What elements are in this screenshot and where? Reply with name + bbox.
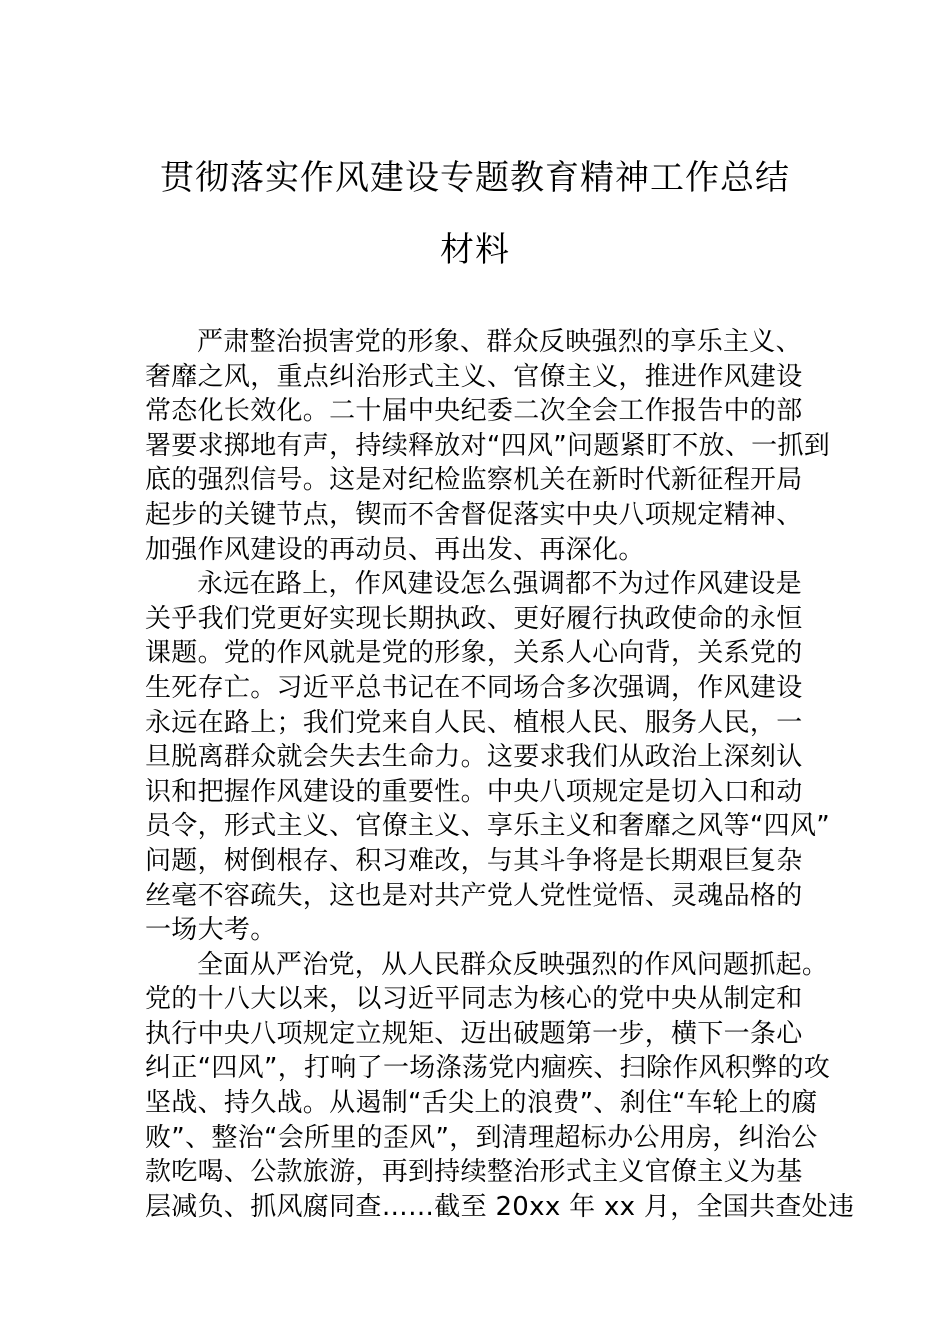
text-line: 问题，树倒根存、积习难改，与其斗争将是长期艰巨复杂 — [145, 845, 803, 876]
text-line: 识和把握作风建设的重要性。中央八项规定是切入口和动 — [145, 776, 803, 807]
text-line: 丝毫不容疏失，这也是对共产党人党性觉悟、灵魂品格的 — [145, 880, 803, 911]
text-line: 执行中央八项规定立规矩、迈出破题第一步，横下一条心 — [145, 1018, 803, 1049]
text-line: 加强作风建设的再动员、再出发、再深化。 — [145, 534, 645, 565]
text-line: 坚战、持久战。从遏制“舌尖上的浪费”、刹住“车轮上的腐 — [145, 1088, 818, 1119]
text-line: 署要求掷地有声，持续释放对“四风”问题紧盯不放、一抓到 — [145, 430, 831, 461]
text-line: 关乎我们党更好实现长期执政、更好履行执政使命的永恒 — [145, 603, 803, 634]
text-line: 起步的关键节点，锲而不舍督促落实中央八项规定精神、 — [145, 499, 803, 530]
text-line: 奢靡之风，重点纠治形式主义、官僚主义，推进作风建设 — [145, 361, 803, 392]
text-line: 全面从严治党，从人民群众反映强烈的作风问题抓起。 — [197, 949, 829, 980]
paragraph-2 — [145, 567, 831, 948]
text-line: 生死存亡。习近平总书记在不同场合多次强调，作风建设 — [145, 672, 803, 703]
text-line: 败”、整治“会所里的歪风”，到清理超标办公用房，纠治公 — [145, 1122, 818, 1153]
text-line: 党的十八大以来，以习近平同志为核心的党中央从制定和 — [145, 984, 803, 1015]
title-line: 材料 — [440, 230, 510, 270]
title-line: 贯彻落实作风建设专题教育精神工作总结 — [160, 158, 790, 198]
paragraph-3 — [145, 948, 855, 1225]
text-line: 永远在路上，作风建设怎么强调都不为过作风建设是 — [197, 569, 802, 600]
text-line: 底的强烈信号。这是对纪检监察机关在新时代新征程开局 — [145, 465, 803, 496]
text-line: 严肃整治损害党的形象、群众反映强烈的享乐主义、 — [197, 327, 802, 357]
text-line: 旦脱离群众就会失去生命力。这要求我们从政治上深刻认 — [145, 742, 803, 773]
text-line: 纠正“四风”，打响了一场涤荡党内痼疾、扫除作风积弊的攻 — [145, 1053, 831, 1084]
text-line: 层减负、抓风腐同查……截至 20xx 年 xx 月，全国共查处违 — [145, 1191, 855, 1222]
document-title — [120, 160, 830, 268]
document-body — [145, 325, 855, 1224]
text-line: 员令，形式主义、官僚主义、享乐主义和奢靡之风等“四风” — [145, 811, 831, 842]
text-line: 永远在路上；我们党来自人民、植根人民、服务人民，一 — [145, 707, 803, 738]
text-line: 款吃喝、公款旅游，再到持续整治形式主义官僚主义为基 — [145, 1157, 803, 1188]
text-line: 课题。党的作风就是党的形象，关系人心向背，关系党的 — [145, 638, 803, 669]
text-line: 一场大考。 — [145, 915, 277, 946]
paragraph-1 — [145, 325, 831, 567]
text-line: 常态化长效化。二十届中央纪委二次全会工作报告中的部 — [145, 396, 803, 427]
